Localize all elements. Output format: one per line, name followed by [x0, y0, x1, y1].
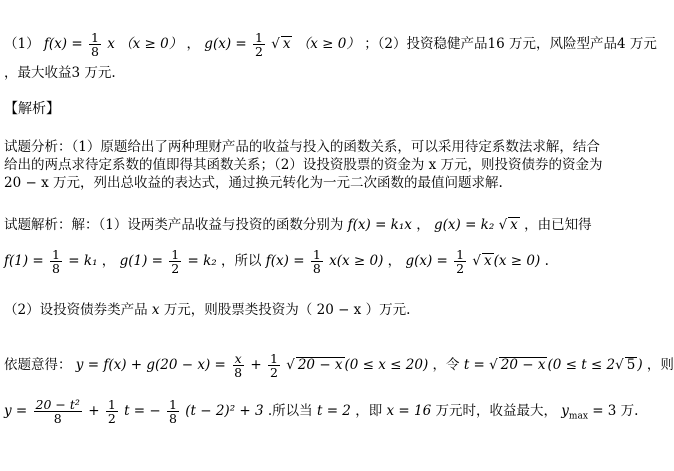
- part2-setup-line: [4, 300, 410, 320]
- sqrt-symbol: √: [286, 357, 295, 373]
- t-condition-radicand: 5: [626, 357, 636, 373]
- frac-num: 1: [90, 30, 99, 45]
- separator: ，: [416, 217, 430, 233]
- quadratic-fraction: [34, 398, 82, 425]
- f-form: f(x) = k₁x: [347, 217, 412, 233]
- half-fraction: [268, 352, 280, 379]
- frac-den: 8: [90, 44, 99, 59]
- sqrt-symbol: √: [498, 217, 508, 233]
- analysis-line-3: 20 − x 万元，列出总收益的表达式，通过换元转化为一元二次函数的最值问题求解.: [4, 175, 503, 191]
- separator: ，: [186, 36, 200, 52]
- frac-num: 20 − t²: [35, 397, 80, 412]
- eighth-fraction: [167, 398, 179, 425]
- part2-variable: x: [151, 302, 160, 318]
- frac-num: 1: [255, 30, 263, 45]
- part2-text-1: （2）设投资债券类产品: [4, 302, 148, 318]
- y-lhs: y = f(x) + g(20 − x) =: [75, 357, 226, 373]
- frac-num: 1: [456, 247, 465, 262]
- x-value: x = 16: [386, 403, 432, 419]
- frac-num: 1: [171, 247, 180, 262]
- frac-den: 8: [312, 261, 321, 276]
- frac-den: 8: [53, 411, 62, 426]
- gx-lhs: g(x) =: [405, 253, 448, 269]
- t-term: t =: [124, 403, 146, 419]
- g1-rhs: = k₂: [187, 253, 217, 269]
- sqrt-symbol: √: [472, 253, 481, 269]
- t-condition-end: ): [637, 357, 643, 373]
- g-form-lhs: g(x) = k₂: [433, 217, 495, 233]
- frac-num: 1: [52, 247, 60, 262]
- ymax-value: = 3 万.: [592, 403, 639, 419]
- answer-line-2-text: ，最大收益3 万元.: [4, 65, 116, 81]
- plus-sign: +: [88, 403, 100, 419]
- f1-lhs: f(1) =: [4, 253, 44, 269]
- ymax-symbol: [561, 403, 588, 422]
- meaning-line: [4, 352, 674, 379]
- sqrt-symbol: √: [271, 36, 280, 52]
- half-fraction: [106, 398, 118, 425]
- fx-rhs: x(x ≥ 0): [329, 253, 384, 269]
- answer-line-2: [4, 63, 116, 83]
- frac-den: 2: [456, 261, 465, 276]
- gx-fraction: [454, 248, 466, 275]
- g1-fraction: [169, 248, 181, 275]
- so-when-text: .所以当: [267, 403, 313, 419]
- ymax-y: y: [561, 403, 569, 419]
- fx-lhs: f(x) =: [265, 253, 305, 269]
- frac-den: 8: [169, 411, 177, 426]
- g-def-radicand: x: [282, 36, 291, 52]
- separator: ，: [387, 253, 402, 269]
- domain-condition: (0 ≤ x ≤ 20): [344, 357, 429, 373]
- f1-fraction: [50, 248, 62, 275]
- f-def-rhs: x （x ≥ 0）: [107, 36, 183, 52]
- answer-part2: ；（2）投资稳健产品16 万元，风险型产品4 万元: [364, 36, 657, 52]
- analysis-heading: 【解析】: [4, 101, 60, 117]
- x-over-8-fraction: [232, 352, 244, 379]
- fx-fraction: [311, 248, 323, 275]
- t-value: t = 2: [316, 403, 351, 419]
- frac-den: 2: [171, 261, 180, 276]
- meaning-intro: 依题意得：: [4, 357, 72, 373]
- y-eq: y =: [4, 403, 28, 419]
- frac-num: 1: [107, 397, 116, 412]
- g-def-fraction: [253, 31, 265, 58]
- so-text: ，所以: [221, 253, 262, 269]
- sqrt-symbol: √: [615, 357, 624, 373]
- then-text: ，则: [646, 357, 674, 373]
- f-def-fraction: [89, 31, 101, 58]
- that-is-text: ，即: [355, 403, 383, 419]
- final-line: [4, 398, 638, 427]
- f1-rhs: = k₁: [68, 253, 98, 269]
- solution-line-1: [4, 215, 592, 235]
- square-term: (t − 2)² + 3: [185, 403, 264, 419]
- let-text: ，令: [432, 357, 460, 373]
- solution-intro: 试题解析：解：（1）设两类产品收益与投资的函数分别为: [4, 217, 344, 233]
- frac-num: x: [234, 351, 242, 366]
- t-radicand: 20 − x: [500, 357, 546, 373]
- frac-den: 2: [255, 44, 263, 59]
- g-form-radicand: x: [510, 217, 518, 233]
- plus-sign: +: [250, 357, 262, 373]
- frac-den: 8: [52, 261, 60, 276]
- frac-num: 1: [312, 247, 321, 262]
- g-def-lhs: g(x) =: [204, 36, 247, 52]
- answer-line-1: [4, 31, 657, 58]
- f-def-lhs: f(x) =: [43, 36, 83, 52]
- sqrt-symbol: √: [489, 357, 498, 373]
- ymax-subscript: max: [568, 411, 588, 422]
- answer-part1-label: （1）: [4, 36, 40, 52]
- gx-condition: (x ≥ 0): [493, 253, 541, 269]
- analysis-line-2: 给出的两点求待定系数的值即得其函数关系；（2）设投资股票的资金为 x 万元，则投资债券的资金为: [4, 157, 603, 173]
- tail-text: 万元时，收益最大，: [435, 403, 557, 419]
- frac-den: 2: [107, 411, 116, 426]
- radicand: 20 − x: [297, 357, 343, 373]
- minus-sign: −: [149, 403, 161, 419]
- period: .: [544, 253, 549, 269]
- part2-text-2: 万元，则股票类投资为（ 20 − x ）万元.: [163, 302, 411, 318]
- t-def: t =: [463, 357, 485, 373]
- known-text: ，由已知得: [524, 217, 592, 233]
- g-def-condition: （x ≥ 0）: [296, 36, 360, 52]
- t-condition-start: (0 ≤ t ≤ 2: [547, 357, 616, 373]
- analysis-line-1: 试题分析：（1）原题给出了两种理财产品的收益与投入的函数关系，可以采用待定系数法求解，结合: [4, 139, 600, 155]
- frac-num: 1: [269, 351, 278, 366]
- frac-den: 8: [234, 365, 243, 380]
- solution-line-2: [4, 248, 549, 275]
- g1-lhs: g(1) =: [119, 253, 163, 269]
- frac-den: 2: [269, 365, 278, 380]
- frac-num: 1: [169, 397, 177, 412]
- separator: ，: [101, 253, 116, 269]
- gx-radicand: x: [484, 253, 492, 269]
